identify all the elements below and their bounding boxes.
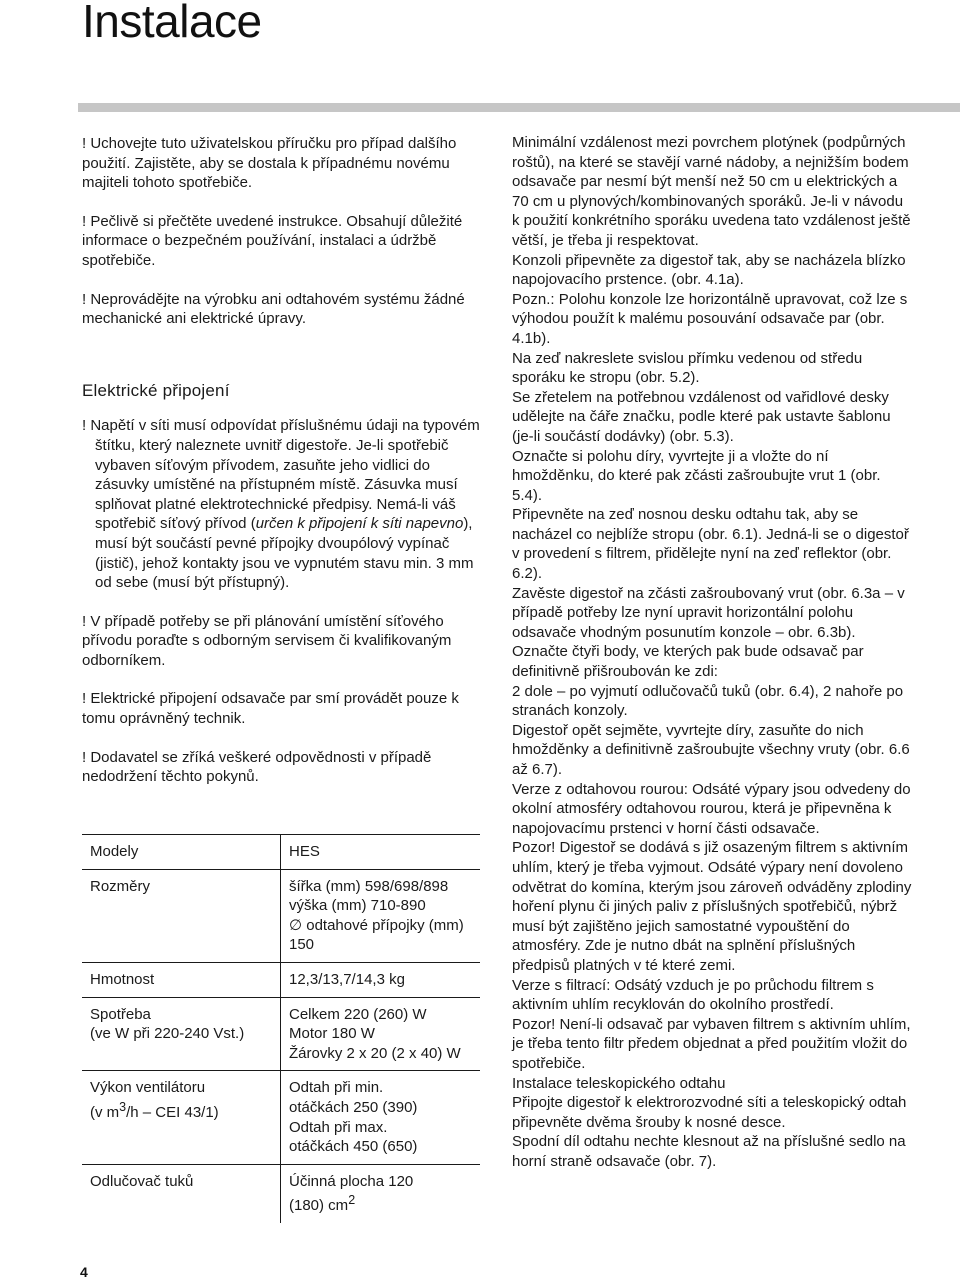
- paragraph: Zavěste digestoř na zčásti zašroubovaný vrut (obr. 6.3a – v případě potřeby lze nyní upravit horizontální polohu odsavače vhodným posunutím konzole – obr. 6.3b).: [512, 584, 905, 641]
- paragraph: Spodní díl odtahu nechte klesnout až na příslušné sedlo na horní straně odsavače (obr. 7).: [512, 1133, 906, 1170]
- fan-max-value: otáčkách 450 (650): [289, 1138, 418, 1156]
- consumption-motor: Motor 180 W: [289, 1025, 375, 1043]
- table-cell-label: [82, 997, 281, 1071]
- paragraph: Pozor! Digestoř se dodává s již osazeným filtrem s aktivním uhlím, který je třeba vyjmout. Odsáté výpary není dovoleno odvětrat do komína, kterým jsou zároveň odváděny zplodiny hoření plynu či jiných paliv z příslušných spotřebičů, nýbrž musí být zajištěno jejich samostatné vypouštění do atmosféry. Zde je nutno dbát na splnění příslušných předpisů platných v té které zemi.: [512, 839, 912, 974]
- table-cell-value: [281, 1071, 481, 1164]
- consumption-unit: (ve W při 220-240 Vst.): [90, 1025, 245, 1043]
- table-row: [82, 835, 480, 870]
- fan-unit-sup: 3: [119, 1099, 127, 1114]
- table-cell-value: [281, 869, 481, 962]
- fan-min-label: Odtah při min.: [289, 1079, 384, 1097]
- filter-area-label: Účinná plocha 120: [289, 1172, 414, 1190]
- table-cell-value: 12,3/13,7/14,3 kg: [289, 970, 405, 988]
- paragraph: Verze s filtrací: Odsátý vzduch je po průchodu filtrem s aktivním uhlím recyklován do okolního prostředí.: [512, 976, 874, 1014]
- fan-label: Výkon ventilátoru: [90, 1079, 206, 1097]
- paragraph: Minimální vzdálenost mezi povrchem plotýnek (podpůrných roštů), na které se stavějí varné nádoby, a nejnižším bodem odsavače par nesmí být menší než 50 cm u elektrických a 70 cm u plynových/kombinovaných sporáků. Je-li v návodu k použití konkrétního sporáku uvedena tato vzdálenost ještě větší, je třeba ji respektovat.: [512, 134, 911, 249]
- specs-table: [82, 834, 480, 1223]
- paragraph: 2 dole – po vyjmutí odlučovačů tuků (obr. 6.4), 2 nahoře po stranách konzoly.: [512, 682, 904, 720]
- electrical-note-voltage: [82, 416, 480, 592]
- paragraph: Označte si polohu díry, vyvrtejte ji a vložte do ní hmožděnku, do které pak zčásti zašroubujte vrut 1 (obr. 5.4).: [512, 447, 881, 504]
- electrical-note-consult: ! V případě potřeby se při plánování umístění síťového přívodu poraďte s odborným servisem či kvalifikovaným odborníkem.: [82, 612, 452, 669]
- table-cell-value: HES: [289, 843, 320, 860]
- table-row: [82, 1164, 480, 1223]
- fan-unit-a: (v m: [90, 1103, 120, 1121]
- fan-max-label: Odtah při max.: [289, 1118, 388, 1136]
- paragraph: Se zřetelem na potřebnou vzdálenost od vařidlové desky udělejte na čáře značku, podle které pak ustavte šablonu (je-li součástí dodávky) (obr. 5.3).: [512, 388, 891, 445]
- note-keep-manual: ! Uchovejte tuto uživatelskou příručku pro případ dalšího použití. Zajistěte, aby se dostala k případnému novému majiteli tohoto spotřebiče.: [82, 135, 457, 192]
- consumption-label: Spotřeba: [90, 1005, 151, 1023]
- consumption-lamps: Žárovky 2 x 20 (2 x 40) W: [289, 1044, 461, 1062]
- note-read-instructions: ! Pečlivě si přečtěte uvedené instrukce. Obsahují důležité informace o bezpečném používání, instalaci a údržbě spotřebiče.: [82, 212, 463, 269]
- table-row: [82, 997, 480, 1071]
- fan-unit-b: /h – CEI 43/1): [126, 1103, 219, 1121]
- paragraph: Připojte digestoř k elektrorozvodné síti a teleskopický odtah připevněte dvěma šrouby k nosné desce.: [512, 1094, 907, 1131]
- dimension-duct: ∅ odtahové přípojky (mm) 150: [289, 916, 464, 954]
- section-heading-electrical: Elektrické připojení: [82, 380, 230, 400]
- table-cell-label: Hmotnost: [82, 962, 281, 997]
- table-cell-label: Rozměry: [82, 869, 281, 962]
- paragraph: Instalace teleskopického odtahu: [512, 1074, 726, 1092]
- left-column: [82, 134, 480, 787]
- paragraph: Verze z odtahovou rourou: Odsáté výpary jsou odvedeny do okolní atmosféry odtahovou rourou, která je připevněna k napojovacímu prstenci v horní části odsavače.: [512, 780, 911, 837]
- electrical-note-voltage-emphasis: určen k připojení k síti napevno: [255, 515, 464, 533]
- table-row: [82, 869, 480, 962]
- paragraph: Připevněte na zeď nosnou desku odtahu tak, aby se nacházel co nejblíže stropu (obr. 6.1). Jedná-li se o digestoř v provedení s filtrem, přidělejte nyní na zeď reflektor (obr. 6.2).: [512, 506, 909, 583]
- fan-min-value: otáčkách 250 (390): [289, 1098, 418, 1116]
- fan-unit: [90, 1098, 280, 1123]
- page-number: 4: [80, 1264, 88, 1280]
- electrical-note-voltage-text: ! Napětí v síti musí odpovídat příslušnému údaji na typovém štítku, který naleznete uvnitř digestoře. Je-li spotřebič vybaven síťovým přívodem, zasuňte jeho vidlici do zásuvky umístěné na přístupném místě. Zásuvka musí splňovat platné elektrotechnické předpisy. Nemá-li váš spotřebič síťový přívod (: [82, 417, 480, 533]
- table-row: [82, 1071, 480, 1164]
- paragraph: Digestoř opět sejměte, vyvrtejte díry, zasuňte do nich hmožděnky a definitivně zašroubujte všechny vruty (obr. 6.6 až 6.7).: [512, 721, 910, 778]
- paragraph: Označte čtyři body, ve kterých pak bude odsavač par definitivně přišroubován ke zdi:: [512, 643, 864, 681]
- filter-area-sup: 2: [348, 1193, 356, 1208]
- electrical-note-voltage-text-end: ), musí být součástí pevné přípojky dvoupólový vypínač (jistič), jehož kontakty jsou ve vypnutém stavu min. 3 mm od sebe (musí být přístupný).: [95, 515, 474, 592]
- paragraph: Pozor! Není-li odsavač par vybaven filtrem s aktivním uhlím, je třeba tento filtr předem objednat a před použitím vložit do spotřebiče.: [512, 1015, 911, 1072]
- electrical-note-technician: ! Elektrické připojení odsavače par smí provádět pouze k tomu oprávněný technik.: [82, 690, 459, 728]
- right-column: [512, 133, 912, 1171]
- page-title: Instalace: [82, 0, 262, 47]
- table-row: [82, 962, 480, 997]
- table-cell-label: [82, 1071, 281, 1164]
- filter-area-value: [289, 1191, 480, 1216]
- table-cell-value: [281, 997, 481, 1071]
- paragraph: Na zeď nakreslete svislou přímku vedenou od středu sporáku ke stropu (obr. 5.2).: [512, 349, 863, 387]
- dimension-height: výška (mm) 710-890: [289, 897, 426, 915]
- dimension-width: šířka (mm) 598/698/898: [289, 877, 449, 895]
- table-cell-value: [281, 1164, 481, 1223]
- table-cell-label: Odlučovač tuků: [82, 1164, 281, 1223]
- header-rule: [78, 103, 960, 112]
- note-no-modifications: ! Neprovádějte na výrobku ani odtahovém systému žádné mechanické ani elektrické úpravy.: [82, 290, 465, 328]
- paragraph: Konzoli připevněte za digestoř tak, aby se nacházela blízko napojovacího prstence. (obr. 4.1a).: [512, 251, 906, 289]
- filter-area-value-a: (180) cm: [289, 1197, 349, 1215]
- paragraph: Pozn.: Polohu konzole lze horizontálně upravovat, což lze s výhodou použít k malému posouvání odsavače par (obr. 4.1b).: [512, 290, 908, 347]
- electrical-note-liability: ! Dodavatel se zříká veškeré odpovědnosti v případě nedodržení těchto pokynů.: [82, 748, 432, 786]
- table-cell-label: Modely: [82, 835, 281, 870]
- consumption-total: Celkem 220 (260) W: [289, 1005, 427, 1023]
